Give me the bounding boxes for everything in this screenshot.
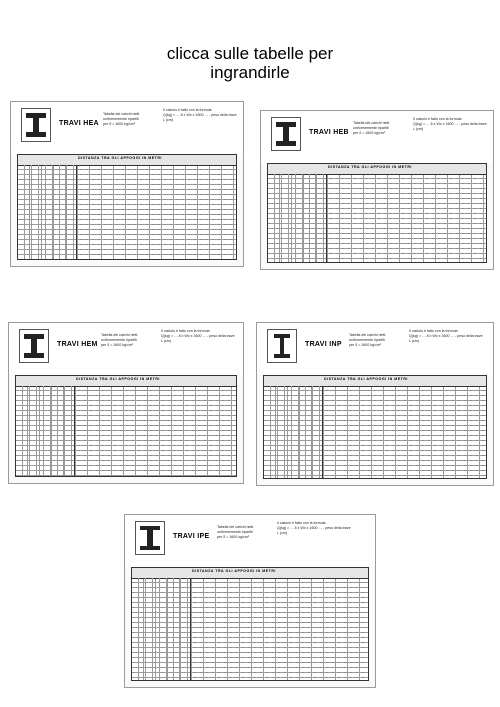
table-header	[9, 323, 243, 375]
load-table-grid	[17, 154, 237, 260]
load-table-grid	[263, 375, 487, 479]
grid-header-label: DISTANZA TRA GLI APPOGGI IN METRI	[76, 377, 160, 381]
table-description: Tabella dei carichi netti uniformemente ripartiti per δ = 1600 kg/cm²	[349, 333, 386, 347]
i-beam-icon	[267, 329, 297, 363]
i-beam-icon	[271, 117, 301, 151]
table-description: Tabella dei carichi netti uniformemente ripartiti per δ = 1600 kg/cm²	[353, 121, 390, 135]
table-title: TRAVI IPE	[173, 533, 210, 540]
grid-header-label: DISTANZA TRA GLI APPOGGI IN METRI	[324, 377, 408, 381]
table-title: TRAVI HEB	[309, 129, 349, 136]
grid-header-label: DISTANZA TRA GLI APPOGGI IN METRI	[328, 165, 412, 169]
table-formula: Il calcolo è fatto con la formula Q(kg) = … 8 x Wx x 1600 … - peso della trave L (cm)	[409, 329, 483, 343]
table-formula: Il calcolo è fatto con la formula Q(kg) = … 8 x Wx x 1600 … - peso della trave L (cm)	[163, 108, 237, 122]
table-title: TRAVI HEA	[59, 120, 99, 127]
table-formula: Il calcolo è fatto con la formula Q(kg) = … 8 x Wx x 1600 … - peso della trave L (cm)	[413, 117, 487, 131]
table-title: TRAVI INP	[305, 341, 342, 348]
table-header	[257, 323, 493, 375]
table-formula: Il calcolo è fatto con la formula Q(kg) = … 8 x Wx x 1600 … - peso della trave L (cm)	[277, 521, 351, 535]
table-description: Tabella dei carichi netti uniformemente ripartiti per δ = 1600 kg/cm²	[103, 112, 140, 126]
i-beam-icon	[21, 108, 51, 142]
table-thumbnail-heb[interactable]	[260, 110, 494, 270]
load-table-grid	[267, 163, 487, 263]
table-header	[11, 102, 243, 154]
table-thumbnail-inp[interactable]	[256, 322, 494, 486]
table-thumbnail-hea[interactable]	[10, 101, 244, 267]
grid-header-label: DISTANZA TRA GLI APPOGGI IN METRI	[78, 156, 162, 160]
table-description: Tabella dei carichi netti uniformemente ripartiti per δ = 1600 kg/cm²	[101, 333, 138, 347]
i-beam-icon	[135, 521, 165, 555]
i-beam-icon	[19, 329, 49, 363]
table-thumbnail-ipe[interactable]	[124, 514, 376, 688]
load-table-grid	[15, 375, 237, 477]
table-header	[125, 515, 375, 567]
table-thumbnail-hem[interactable]	[8, 322, 244, 484]
load-table-grid	[131, 567, 369, 681]
table-description: Tabella dei carichi netti uniformemente ripartiti per δ = 1600 kg/cm²	[217, 525, 254, 539]
table-title: TRAVI HEM	[57, 341, 98, 348]
page-title-line-2: ingrandirle	[210, 63, 290, 82]
grid-header-label: DISTANZA TRA GLI APPOGGI IN METRI	[192, 569, 276, 573]
table-header	[261, 111, 493, 163]
table-formula: Il calcolo è fatto con la formula Q(kg) = … 8 x Wx x 1600 … - peso della trave L (cm)	[161, 329, 235, 343]
page-title-line-1: clicca sulle tabelle per	[166, 44, 334, 63]
